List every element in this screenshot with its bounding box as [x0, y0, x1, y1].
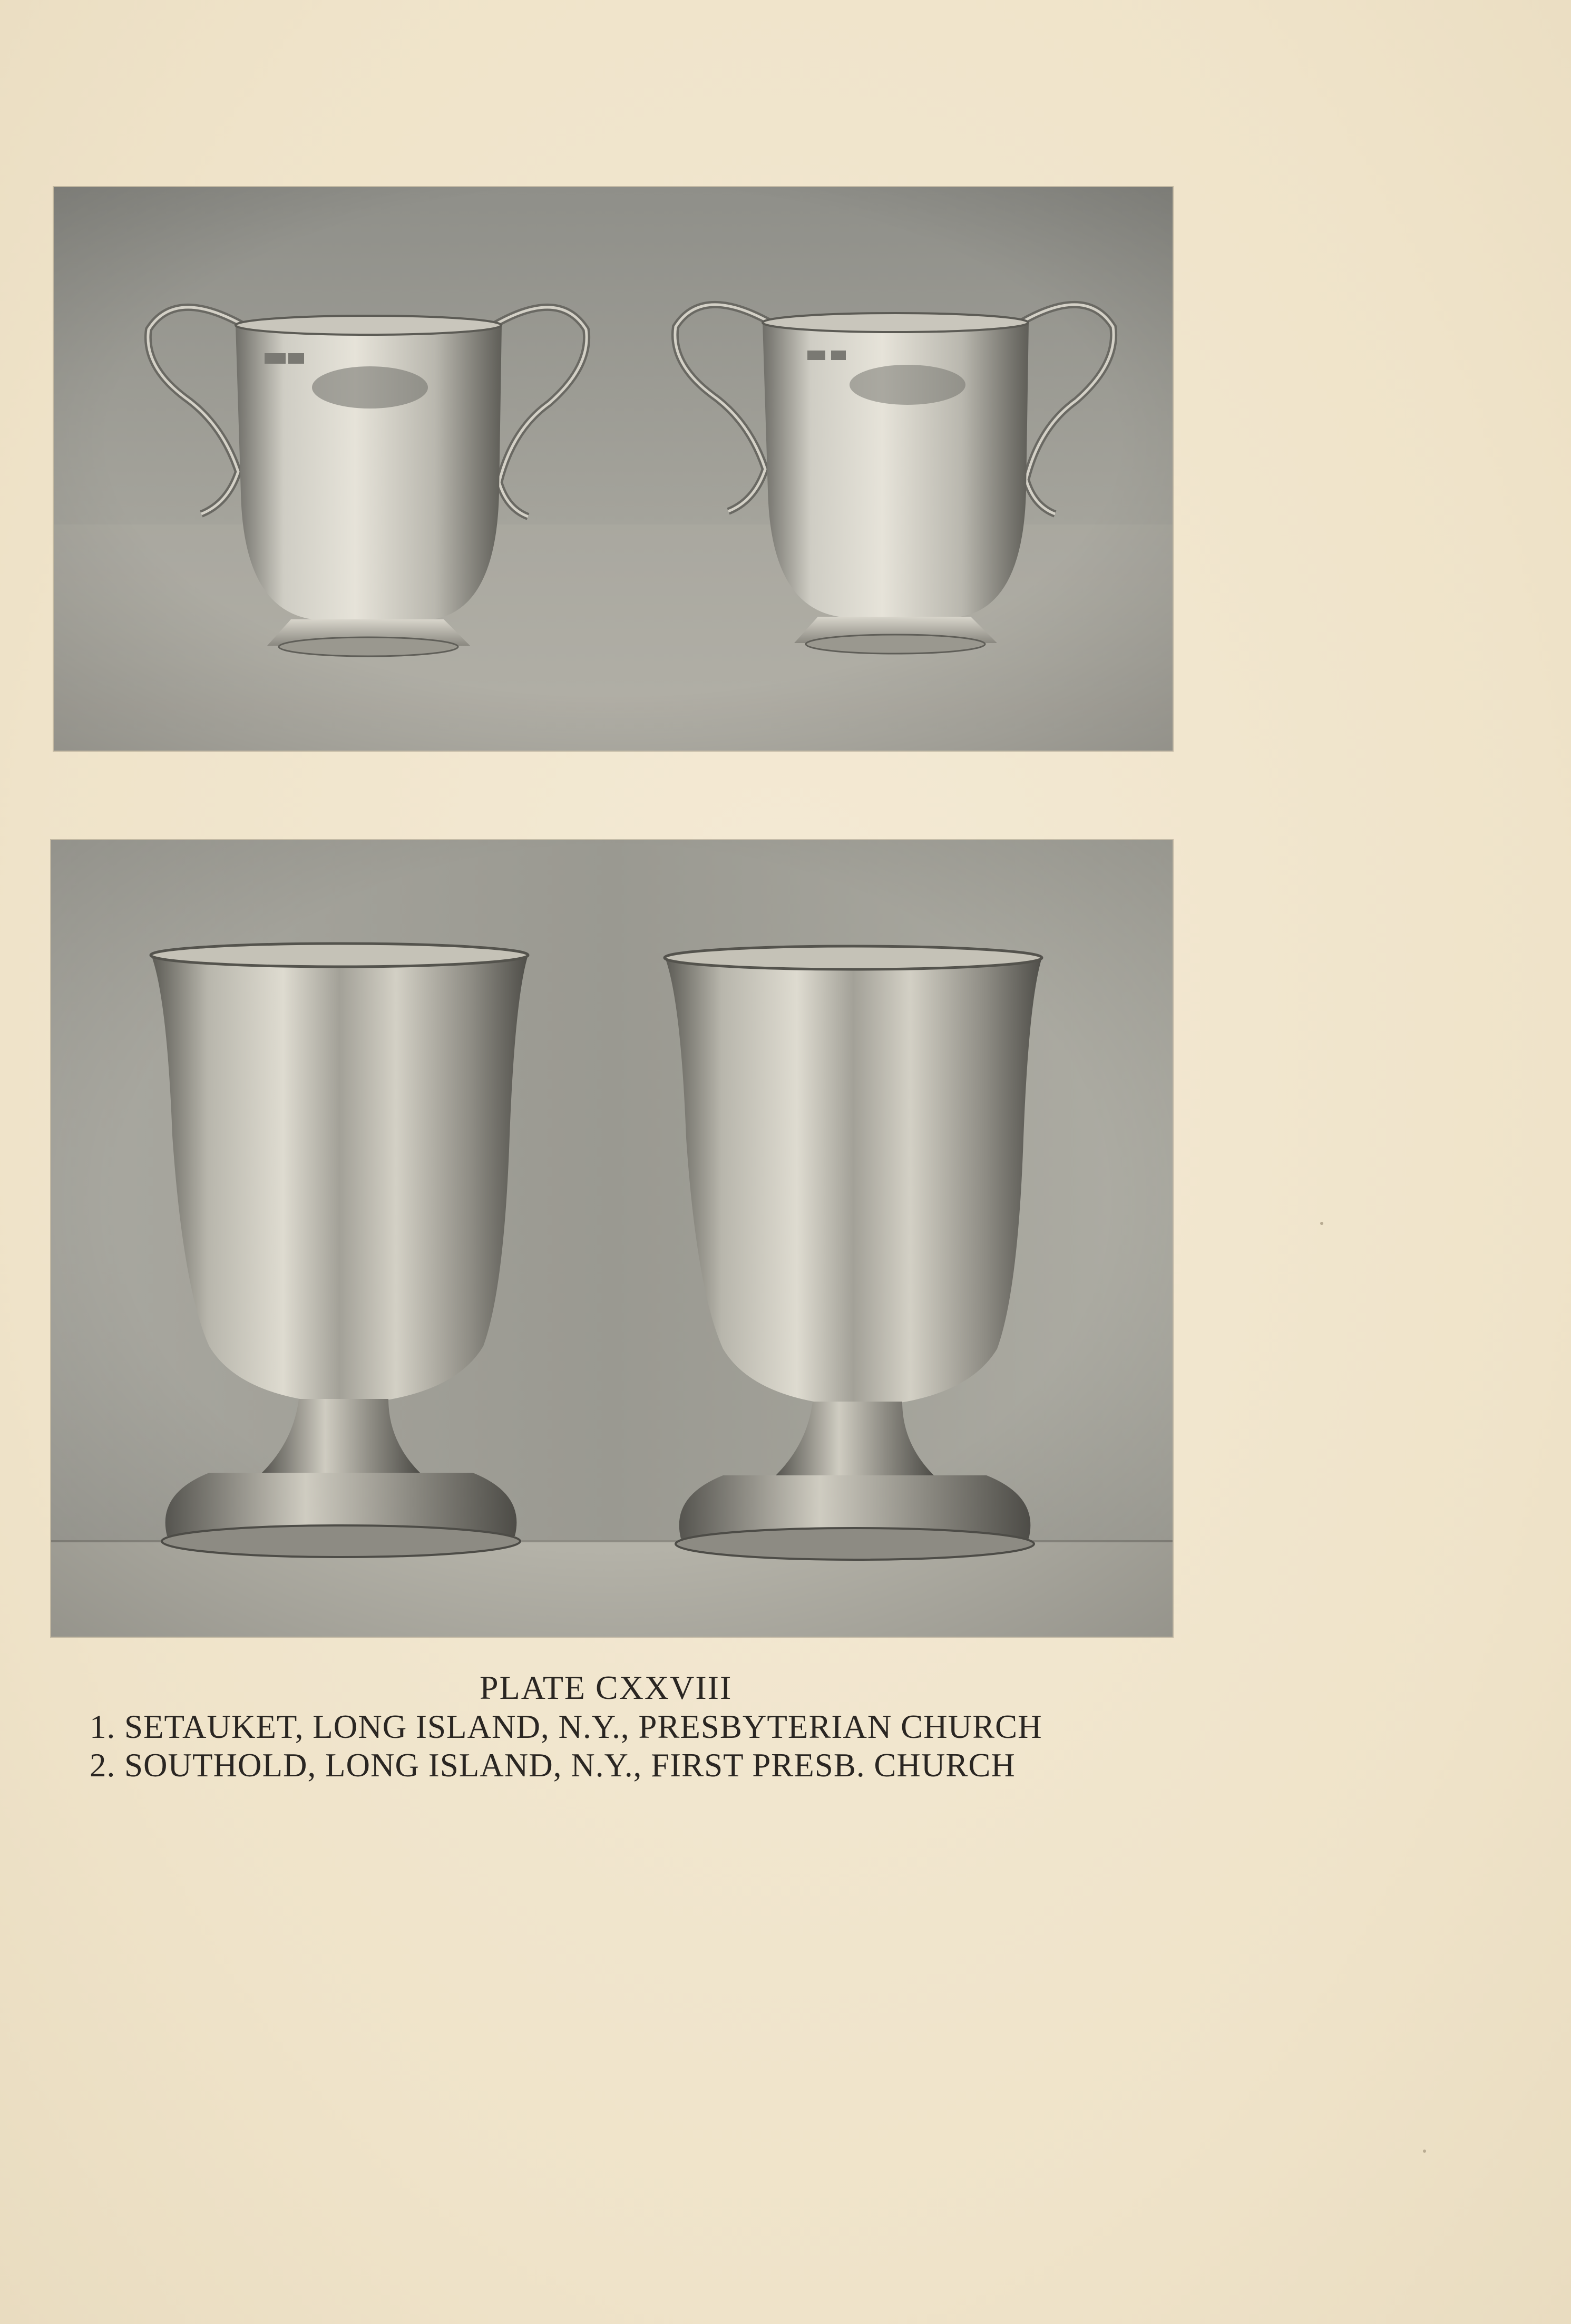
- standing-beakers-image: [51, 840, 1173, 1637]
- caption-text-2: SOUTHOLD, LONG ISLAND, N.Y., FIRST PRESB. CHURCH: [124, 1747, 1016, 1784]
- paper-speck: [1320, 1222, 1323, 1225]
- two-handled-cups-image: [54, 187, 1173, 751]
- caption-number-1: 1.: [90, 1708, 116, 1745]
- caption-line-2: [90, 1746, 1016, 1785]
- photo-two-handled-cups: [54, 187, 1173, 751]
- caption-text-1: SETAUKET, LONG ISLAND, N.Y., PRESBYTERIAN CHURCH: [124, 1708, 1042, 1745]
- photo-standing-beakers: [51, 840, 1173, 1637]
- caption-number-2: 2.: [90, 1747, 116, 1784]
- plate-title: PLATE CXXVIII: [480, 1669, 733, 1706]
- paper-speck: [1423, 2150, 1426, 2153]
- caption-line-1: [90, 1708, 1042, 1746]
